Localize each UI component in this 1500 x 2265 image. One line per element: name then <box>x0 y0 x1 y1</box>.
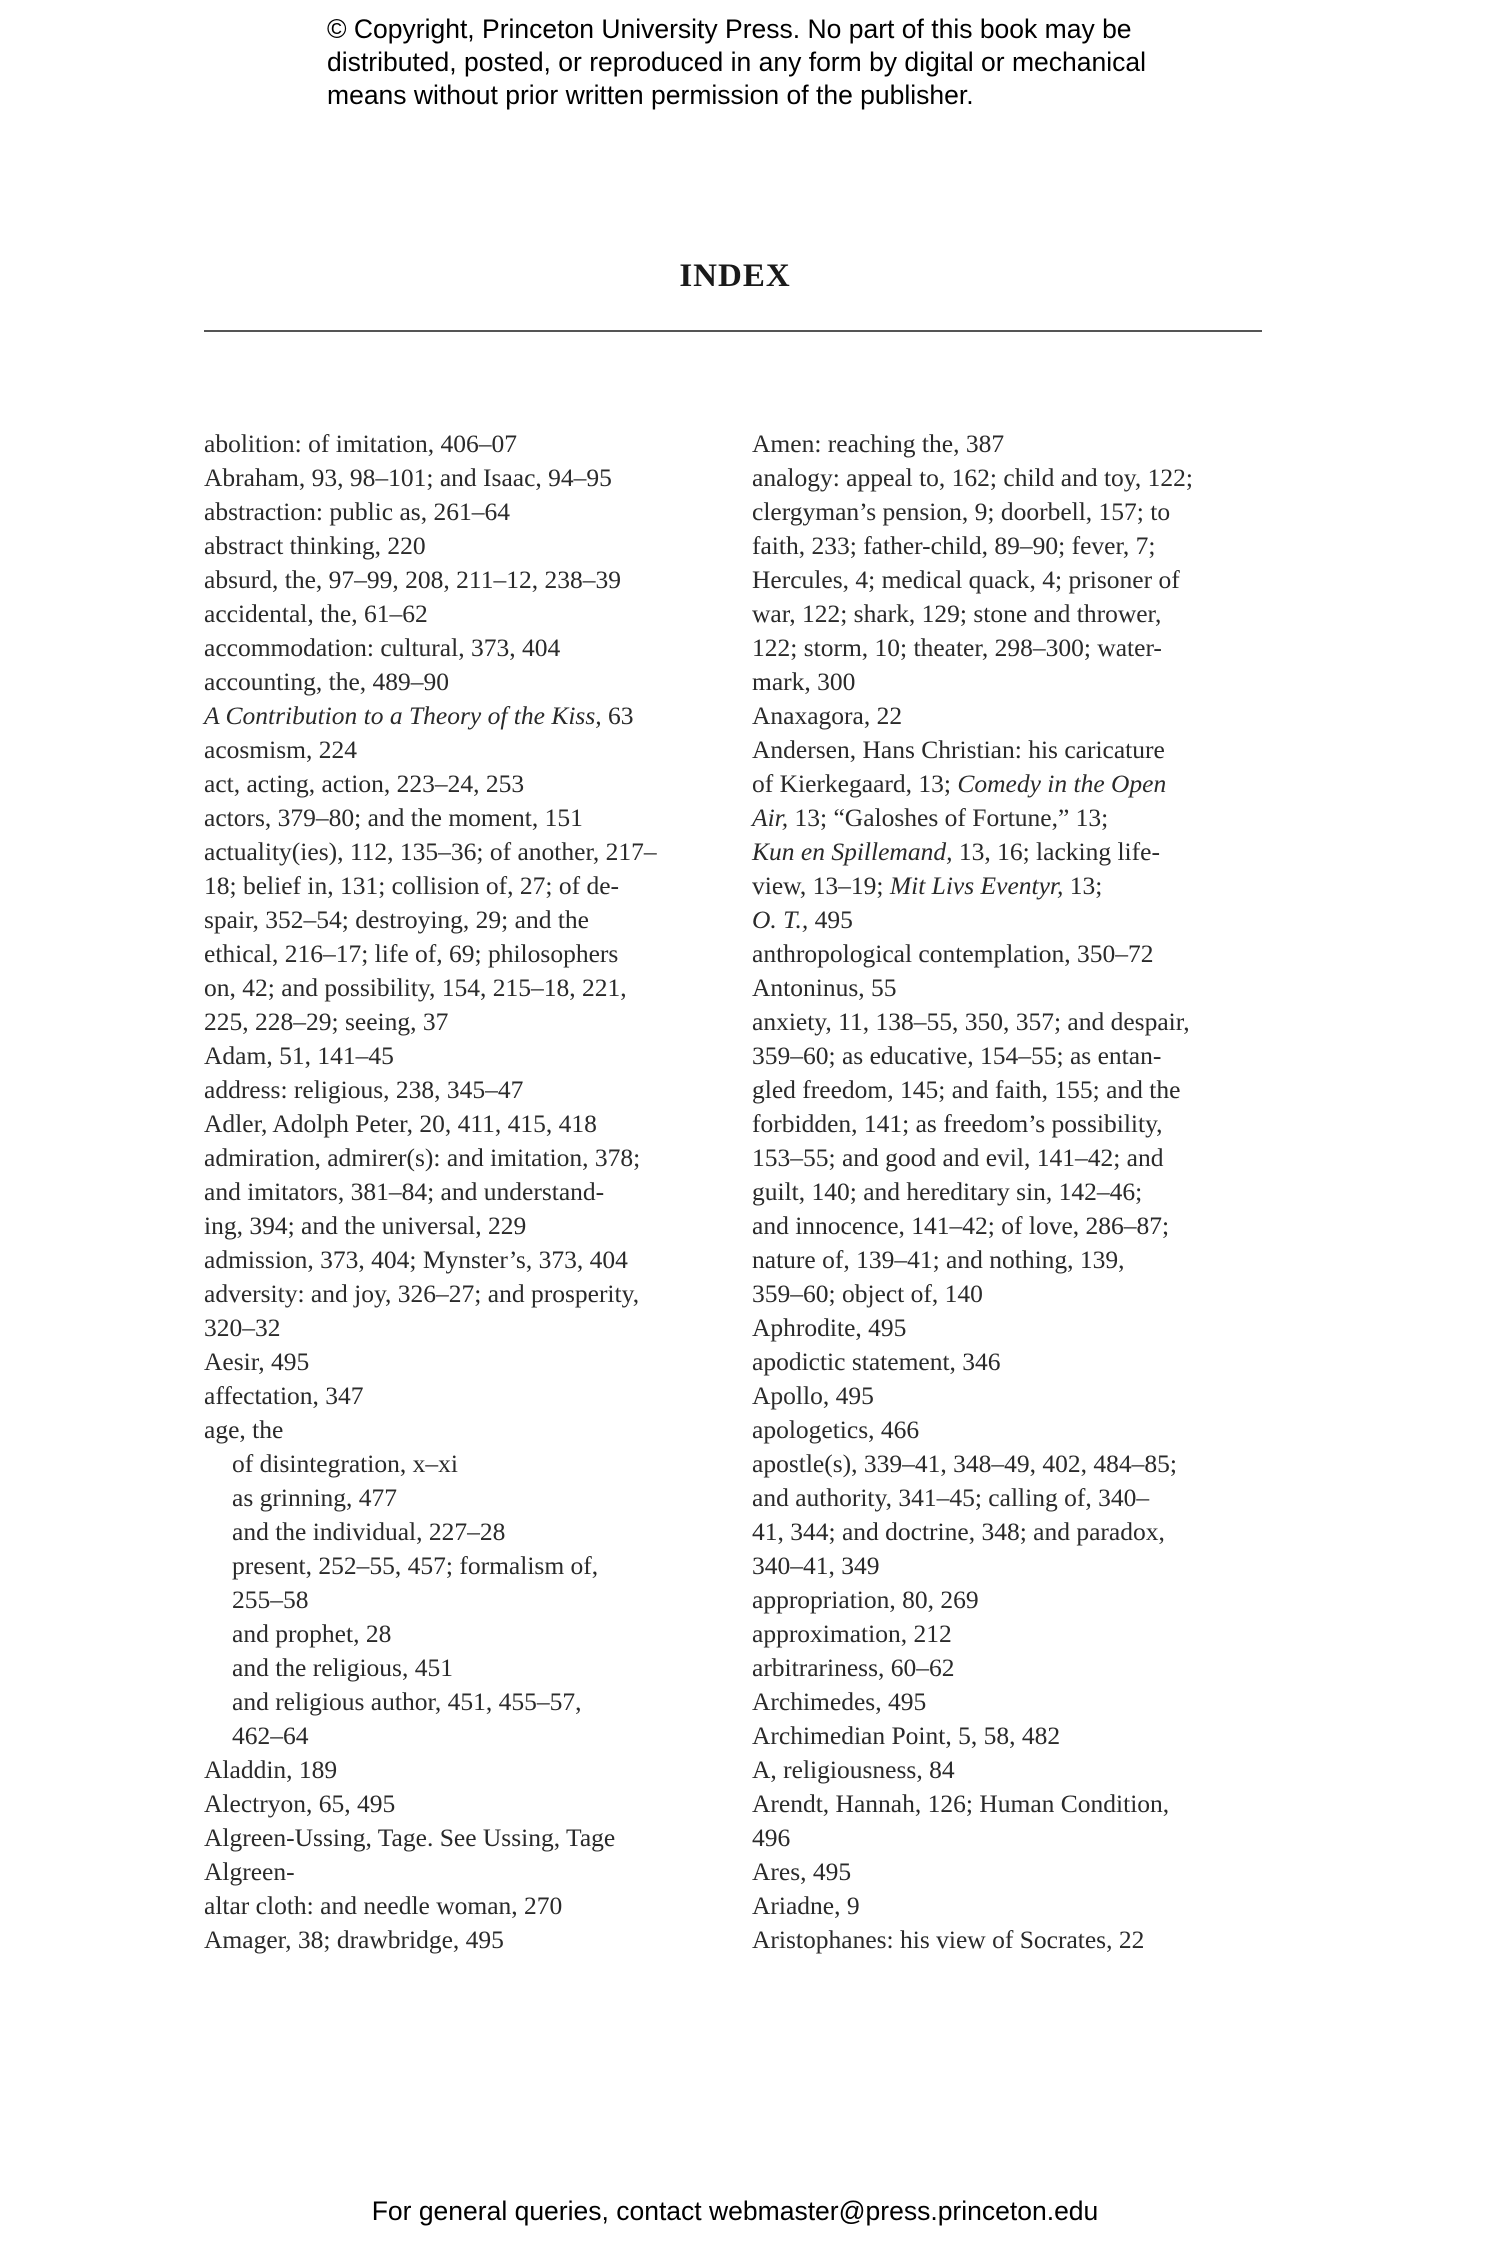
index-entry <box>204 597 724 631</box>
index-entry <box>752 1651 1272 1685</box>
footer-text: For general queries, contact webmaster@press.princeton.edu <box>371 2196 1099 2226</box>
index-entry-line: absurd, the, 97–99, 208, 211–12, 238–39 <box>204 565 621 594</box>
index-entry-line: act, acting, action, 223–24, 253 <box>204 769 525 798</box>
index-entry-line: Apollo, 495 <box>752 1381 874 1410</box>
index-entry <box>204 1345 724 1379</box>
index-entry-line: spair, 352–54; destroying, 29; and the <box>204 905 589 934</box>
index-entry-line: O. T., 495 <box>752 905 853 934</box>
index-column-right <box>752 427 1272 1957</box>
index-entry-line: apostle(s), 339–41, 348–49, 402, 484–85; <box>752 1449 1177 1478</box>
index-entry-line: of Kierkegaard, 13; Comedy in the Open <box>752 769 1167 798</box>
index-entry <box>204 835 724 1039</box>
index-entry <box>752 1583 1272 1617</box>
index-entry-line: 225, 228–29; seeing, 37 <box>204 1007 449 1036</box>
index-entry-line: 359–60; as educative, 154–55; as entan- <box>752 1041 1162 1070</box>
index-entry-line: nature of, 139–41; and nothing, 139, <box>752 1245 1125 1274</box>
index-entry-line: Archimedes, 495 <box>752 1687 927 1716</box>
index-entry-line: arbitrariness, 60–62 <box>752 1653 955 1682</box>
index-entry <box>204 495 724 529</box>
index-entry-line: present, 252–55, 457; formalism of, <box>232 1551 599 1580</box>
index-entry-line: and prophet, 28 <box>232 1619 392 1648</box>
index-entry-line: faith, 233; father-child, 89–90; fever, 7; <box>752 531 1156 560</box>
index-entry <box>204 733 724 767</box>
index-entry <box>204 1413 724 1447</box>
index-entry-line: admiration, admirer(s): and imitation, 378; <box>204 1143 641 1172</box>
index-entry-line: actuality(ies), 112, 135–36; of another, 217– <box>204 837 657 866</box>
index-entry-line: apodictic statement, 346 <box>752 1347 1001 1376</box>
index-subentry <box>204 1685 724 1753</box>
index-entry-line: Arendt, Hannah, 126; Human Condition, <box>752 1789 1170 1818</box>
index-entry-line: Air, 13; “Galoshes of Fortune,” 13; <box>752 803 1109 832</box>
index-entry <box>204 529 724 563</box>
index-entry-line: altar cloth: and needle woman, 270 <box>204 1891 563 1920</box>
index-entry-line: abstract thinking, 220 <box>204 531 426 560</box>
index-entry <box>204 1073 724 1107</box>
index-entry-line: war, 122; shark, 129; stone and thrower, <box>752 599 1162 628</box>
index-entry <box>204 1243 724 1277</box>
index-entry-line: Adam, 51, 141–45 <box>204 1041 394 1070</box>
index-entry-line: 255–58 <box>232 1585 309 1614</box>
index-entry <box>204 699 724 733</box>
index-entry <box>752 1685 1272 1719</box>
index-entry <box>752 1311 1272 1345</box>
index-entry <box>752 971 1272 1005</box>
index-entry <box>752 461 1272 699</box>
index-entry-line: approximation, 212 <box>752 1619 952 1648</box>
index-entry-line: Archimedian Point, 5, 58, 482 <box>752 1721 1061 1750</box>
index-entry <box>204 665 724 699</box>
index-entry-line: Ares, 495 <box>752 1857 852 1886</box>
index-entry <box>752 1889 1272 1923</box>
index-entry <box>204 1039 724 1073</box>
copyright-line: © Copyright, Princeton University Press. No part of this book may be <box>327 14 1132 44</box>
index-entry-line: Amager, 38; drawbridge, 495 <box>204 1925 504 1954</box>
index-entry-line: anthropological contemplation, 350–72 <box>752 939 1154 968</box>
index-entry <box>752 1447 1272 1583</box>
index-entry <box>204 427 724 461</box>
index-entry <box>752 1855 1272 1889</box>
index-entry-line: Aesir, 495 <box>204 1347 310 1376</box>
index-entry <box>752 1787 1272 1855</box>
index-entry <box>752 1345 1272 1379</box>
index-entry-line: analogy: appeal to, 162; child and toy, 122; <box>752 463 1193 492</box>
index-entry-line: accounting, the, 489–90 <box>204 667 450 696</box>
index-entry-line: 359–60; object of, 140 <box>752 1279 983 1308</box>
index-entry-line: Anaxagora, 22 <box>752 701 903 730</box>
index-entry <box>204 1923 724 1957</box>
index-entry-line: abolition: of imitation, 406–07 <box>204 429 518 458</box>
index-entry-line: 462–64 <box>232 1721 309 1750</box>
index-entry <box>752 1753 1272 1787</box>
index-subentry <box>204 1515 724 1549</box>
index-entry-line: clergyman’s pension, 9; doorbell, 157; to <box>752 497 1171 526</box>
index-subentry <box>204 1617 724 1651</box>
index-subentry <box>204 1549 724 1617</box>
index-entry-line: and the religious, 451 <box>232 1653 453 1682</box>
index-entry-line: abstraction: public as, 261–64 <box>204 497 510 526</box>
index-entry-line: and the individual, 227–28 <box>232 1517 506 1546</box>
index-entry-line: of disintegration, x–xi <box>232 1449 458 1478</box>
index-entry-line: accidental, the, 61–62 <box>204 599 428 628</box>
index-entry-line: Amen: reaching the, 387 <box>752 429 1005 458</box>
index-entry-line: 320–32 <box>204 1313 281 1342</box>
index-entry-line: mark, 300 <box>752 667 856 696</box>
index-entry-line: Aristophanes: his view of Socrates, 22 <box>752 1925 1145 1954</box>
index-entry <box>204 461 724 495</box>
index-entry-line: 41, 344; and doctrine, 348; and paradox, <box>752 1517 1165 1546</box>
index-entry <box>752 1719 1272 1753</box>
index-entry-line: Antoninus, 55 <box>752 973 897 1002</box>
index-entry-line: actors, 379–80; and the moment, 151 <box>204 803 583 832</box>
index-entry-line: anxiety, 11, 138–55, 350, 357; and despair, <box>752 1007 1190 1036</box>
title-rule <box>204 330 1262 332</box>
index-entry-line: 122; storm, 10; theater, 298–300; water- <box>752 633 1162 662</box>
index-entry-line: acosmism, 224 <box>204 735 357 764</box>
index-entry-line: age, the <box>204 1415 284 1444</box>
index-entry-line: appropriation, 80, 269 <box>752 1585 979 1614</box>
index-entry <box>752 937 1272 971</box>
index-entry-line: Aladdin, 189 <box>204 1755 338 1784</box>
index-entry <box>752 1005 1272 1311</box>
index-entry <box>204 1753 724 1787</box>
index-entry <box>204 1889 724 1923</box>
index-entry <box>752 699 1272 733</box>
index-entry-line: affectation, 347 <box>204 1381 364 1410</box>
index-entry-line: Algreen- <box>204 1857 295 1886</box>
index-entry-line: Ariadne, 9 <box>752 1891 860 1920</box>
index-entry-line: A, religiousness, 84 <box>752 1755 955 1784</box>
index-entry-line: accommodation: cultural, 373, 404 <box>204 633 561 662</box>
index-entry-line: and religious author, 451, 455–57, <box>232 1687 582 1716</box>
index-entry <box>204 1379 724 1413</box>
copyright-line: distributed, posted, or reproduced in any form by digital or mechanical <box>327 47 1146 77</box>
index-entry-line: A Contribution to a Theory of the Kiss, 63 <box>204 701 634 730</box>
index-entry-line: 153–55; and good and evil, 141–42; and <box>752 1143 1164 1172</box>
index-entry <box>204 1107 724 1141</box>
index-entry-line: forbidden, 141; as freedom’s possibility, <box>752 1109 1163 1138</box>
index-entry-line: 340–41, 349 <box>752 1551 880 1580</box>
index-subentry <box>204 1481 724 1515</box>
index-entry-line: and imitators, 381–84; and understand- <box>204 1177 605 1206</box>
page-title: INDEX <box>679 258 791 294</box>
index-column-left <box>204 427 724 1957</box>
index-entry <box>752 1413 1272 1447</box>
index-entry-line: Algreen-Ussing, Tage. See Ussing, Tage <box>204 1823 616 1852</box>
index-entry-line: Hercules, 4; medical quack, 4; prisoner of <box>752 565 1180 594</box>
index-entry <box>204 563 724 597</box>
index-entry <box>752 427 1272 461</box>
index-entry <box>204 1141 724 1243</box>
index-entry-line: apologetics, 466 <box>752 1415 920 1444</box>
copyright-line: means without prior written permission of the publisher. <box>327 80 974 110</box>
index-entry-line: address: religious, 238, 345–47 <box>204 1075 524 1104</box>
index-entry-line: Adler, Adolph Peter, 20, 411, 415, 418 <box>204 1109 597 1138</box>
index-entry-line: ing, 394; and the universal, 229 <box>204 1211 527 1240</box>
copyright-notice <box>327 13 1307 112</box>
index-subentry <box>204 1447 724 1481</box>
index-entry-line: Andersen, Hans Christian: his caricature <box>752 735 1165 764</box>
index-entry-line: and authority, 341–45; calling of, 340– <box>752 1483 1150 1512</box>
index-entry-line: adversity: and joy, 326–27; and prosperity, <box>204 1279 640 1308</box>
index-entry <box>204 1787 724 1821</box>
index-entry <box>204 801 724 835</box>
footer-contact <box>0 2196 1470 2227</box>
index-entry <box>752 1379 1272 1413</box>
index-entry <box>752 733 1272 937</box>
index-entry-line: view, 13–19; Mit Livs Eventyr, 13; <box>752 871 1103 900</box>
index-entry-line: Alectryon, 65, 495 <box>204 1789 396 1818</box>
index-entry-line: ethical, 216–17; life of, 69; philosophers <box>204 939 619 968</box>
index-entry-line: 18; belief in, 131; collision of, 27; of de- <box>204 871 620 900</box>
index-entry-line: as grinning, 477 <box>232 1483 398 1512</box>
index-entry <box>204 767 724 801</box>
index-entry <box>204 1821 724 1889</box>
index-entry-line: Aphrodite, 495 <box>752 1313 907 1342</box>
index-entry <box>204 631 724 665</box>
index-entry <box>752 1923 1272 1957</box>
index-entry <box>752 1617 1272 1651</box>
index-entry-line: 496 <box>752 1823 791 1852</box>
index-entry-line: on, 42; and possibility, 154, 215–18, 221, <box>204 973 627 1002</box>
index-entry-line: and innocence, 141–42; of love, 286–87; <box>752 1211 1170 1240</box>
index-entry-line: Kun en Spillemand, 13, 16; lacking life- <box>752 837 1160 866</box>
index-entry-line: admission, 373, 404; Mynster’s, 373, 404 <box>204 1245 628 1274</box>
index-entry <box>204 1277 724 1345</box>
index-entry-line: Abraham, 93, 98–101; and Isaac, 94–95 <box>204 463 612 492</box>
index-entry-line: gled freedom, 145; and faith, 155; and the <box>752 1075 1181 1104</box>
index-subentry <box>204 1651 724 1685</box>
index-entry-line: guilt, 140; and hereditary sin, 142–46; <box>752 1177 1143 1206</box>
